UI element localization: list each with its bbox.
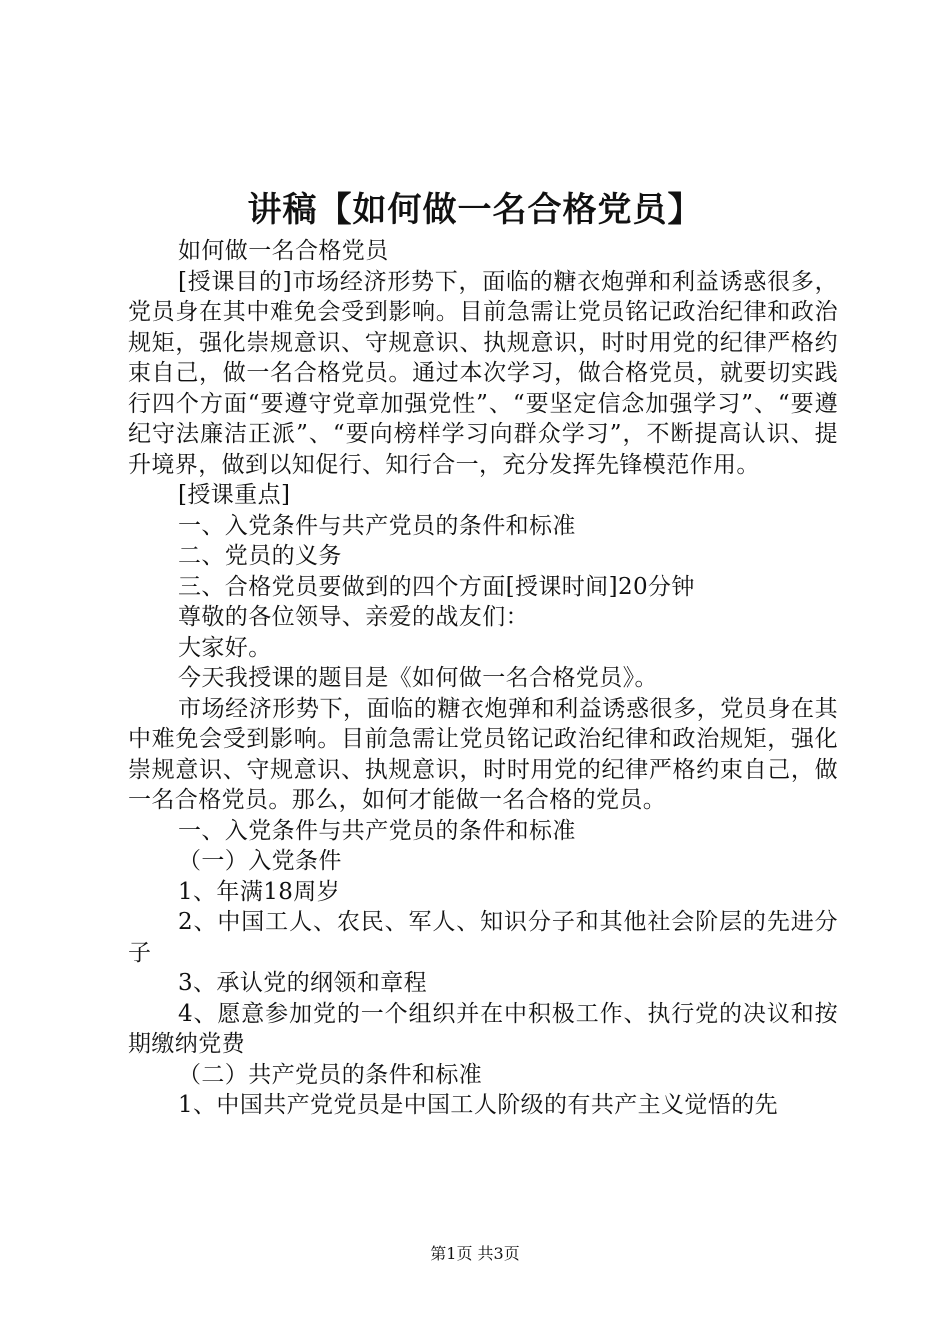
paragraph: 如何做一名合格党员 bbox=[178, 238, 389, 264]
paragraph: [授课目的]市场经济形势下，面临的糖衣炮弹和利益诱惑很多，党员身在其中难免会受到影响。目前急需让党员铭记政治纪律和政治规矩，强化崇规意识、守规意识、执规意识，时时用党的纪律严格约束自己，做一名合格党员。通过本次学习，做合格党员，就要切实践行四个方面“要遵守党章加强党性”、“要坚定信念加强学习”、“要遵纪守法廉洁正派”、“要向榜样学习向群众学习”，不断提高认识、提升境界，做到以知促行、知行合一，充分发挥先锋模范作用。 bbox=[128, 268, 838, 478]
paragraph: （一）入党条件 bbox=[178, 848, 342, 874]
paragraph: 二、党员的义务 bbox=[178, 543, 342, 569]
paragraph: 4、愿意参加党的一个组织并在中积极工作、执行党的决议和按期缴纳党费 bbox=[128, 1000, 838, 1057]
paragraph: 1、中国共产党党员是中国工人阶级的有共产主义觉悟的先 bbox=[178, 1092, 779, 1118]
paragraph: 今天我授课的题目是《如何做一名合格党员》。 bbox=[178, 665, 658, 691]
paragraph: [授课重点] bbox=[178, 482, 291, 508]
paragraph: （二）共产党员的条件和标准 bbox=[178, 1061, 483, 1088]
paragraph: 市场经济形势下，面临的糖衣炮弹和利益诱惑很多，党员身在其中难免会受到影响。目前急需让党员铭记政治纪律和政治规矩，强化崇规意识、守规意识、执规意识，时时用党的纪律严格约束自己，做一名合格党员。那么，如何才能做一名合格的党员。 bbox=[128, 695, 838, 813]
page-footer: 第1页 共3页 bbox=[430, 1244, 520, 1263]
document-body bbox=[128, 236, 838, 1121]
paragraph: 3、承认党的纲领和章程 bbox=[178, 970, 428, 996]
paragraph: 一、入党条件与共产党员的条件和标准 bbox=[178, 512, 576, 539]
paragraph: 1、年满18周岁 bbox=[178, 878, 341, 905]
paragraph: 大家好。 bbox=[178, 634, 272, 661]
paragraph: 一、入党条件与共产党员的条件和标准 bbox=[178, 817, 576, 844]
paragraph: 三、合格党员要做到的四个方面[授课时间]20分钟 bbox=[178, 573, 695, 600]
paragraph: 尊敬的各位领导、亲爱的战友们： bbox=[178, 604, 529, 630]
paragraph: 2、中国工人、农民、军人、知识分子和其他社会阶层的先进分子 bbox=[128, 909, 838, 966]
document-title: 讲稿【如何做一名合格党员】 bbox=[247, 190, 703, 230]
